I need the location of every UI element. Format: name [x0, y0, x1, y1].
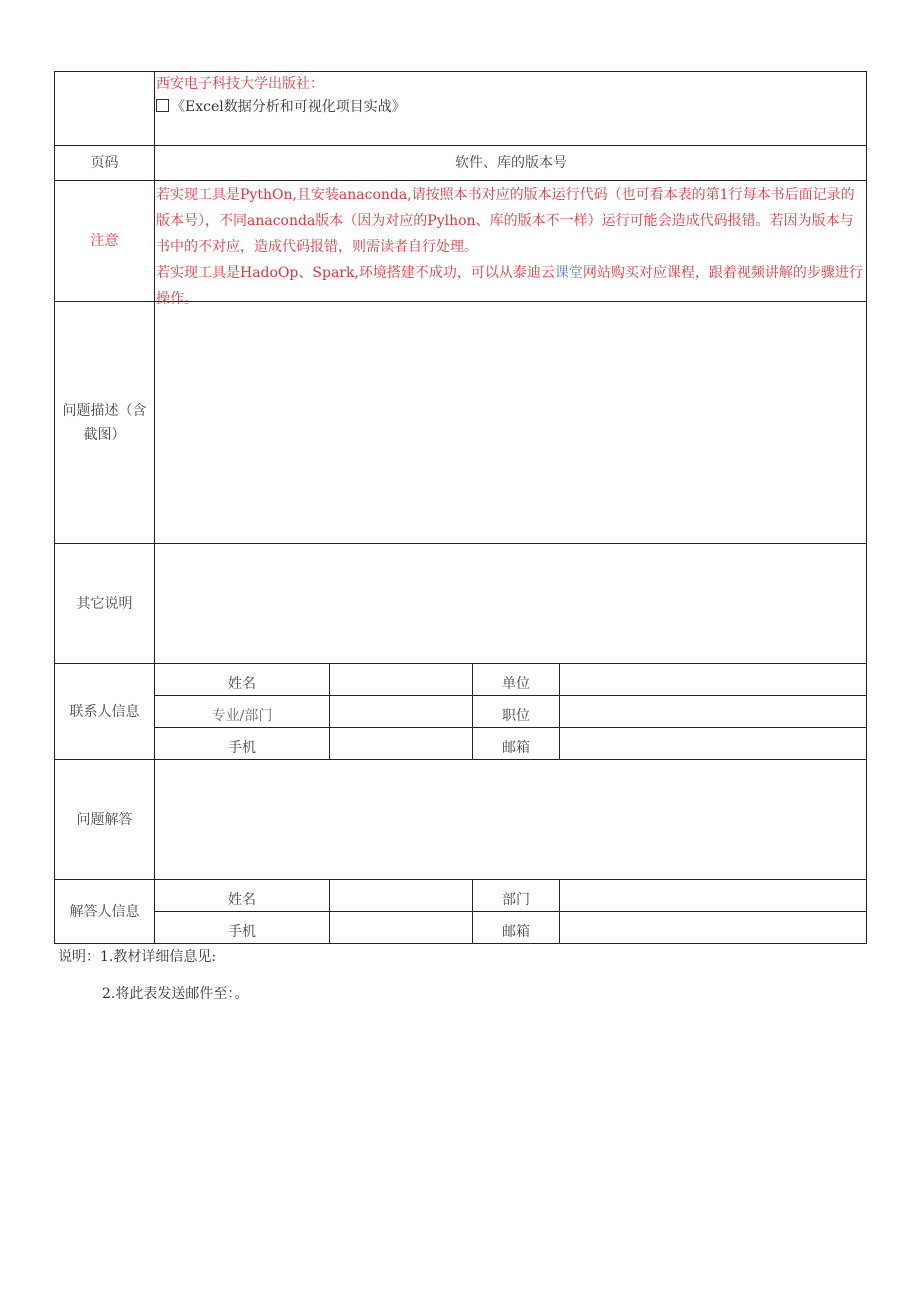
contact-email-field[interactable] — [560, 728, 867, 759]
note-paragraph-1: 若实现工具是PythOn,且安装anaconda,请按照本书对应的版本运行代码（也可看本表的第1行每本书后面记录的版本号），不同anaconda版本（因为对应的Pylhon、库的版本不一样）运行可能会造成代码报错。若因为版本与书中的不对应，造成代码报错，则需读者自行处理。 — [156, 187, 855, 255]
contact-major-label: 专业/部门 — [211, 707, 273, 724]
page-label: 页码 — [90, 155, 119, 171]
answer-label: 问题解答 — [76, 811, 133, 828]
problem-description-field[interactable] — [155, 302, 867, 543]
contact-label: 联系人信息 — [69, 703, 140, 720]
publisher-name: 西安电子科技大学出版社： — [156, 76, 324, 92]
answerer-email-label: 邮箱 — [502, 923, 530, 940]
contact-phone-label: 手机 — [228, 739, 256, 756]
book-title: 《Excel数据分析和可视化项目实战》 — [171, 99, 406, 115]
book-checkbox[interactable] — [156, 99, 169, 112]
contact-position-label: 职位 — [502, 707, 530, 724]
version-label: 软件、库的版本号 — [455, 155, 567, 171]
note-label: 注意 — [90, 233, 119, 249]
contact-name-label: 姓名 — [228, 675, 256, 692]
other-notes-field[interactable] — [155, 544, 867, 663]
footer-note-1: 说明：1.教材详细信息见: — [58, 949, 217, 965]
footer-note-2: 2.将此表发送邮件至：。 — [102, 986, 249, 1002]
contact-email-label: 邮箱 — [502, 739, 530, 756]
problem-label: 问题描述（含截图） — [62, 402, 147, 443]
course-link[interactable]: 课堂 — [554, 265, 583, 281]
answerer-email-field[interactable] — [560, 912, 867, 944]
answerer-name-label: 姓名 — [228, 891, 256, 908]
contact-position-field[interactable] — [560, 696, 867, 727]
contact-unit-label: 单位 — [502, 675, 530, 692]
answerer-dept-field[interactable] — [560, 880, 867, 911]
answerer-phone-field[interactable] — [330, 912, 472, 944]
answerer-dept-label: 部门 — [502, 891, 530, 908]
answerer-phone-label: 手机 — [228, 923, 256, 940]
note-paragraph-2: 若实现工具是HadoOp、Spark,环境搭建不成功，可以从泰迪云课堂网站购买对应课程，跟着视频讲解的步骤进行操作。 — [156, 265, 863, 307]
answerer-name-field[interactable] — [330, 880, 472, 911]
note-text — [156, 182, 866, 312]
contact-unit-field[interactable] — [560, 664, 867, 695]
other-label: 其它说明 — [76, 595, 133, 612]
answer-field[interactable] — [155, 760, 867, 879]
row-divider — [54, 180, 867, 181]
contact-name-field[interactable] — [330, 664, 472, 695]
answerer-label: 解答人信息 — [69, 904, 140, 920]
book-item[interactable] — [156, 97, 406, 117]
contact-major-field[interactable] — [330, 696, 472, 727]
contact-phone-field[interactable] — [330, 728, 472, 759]
